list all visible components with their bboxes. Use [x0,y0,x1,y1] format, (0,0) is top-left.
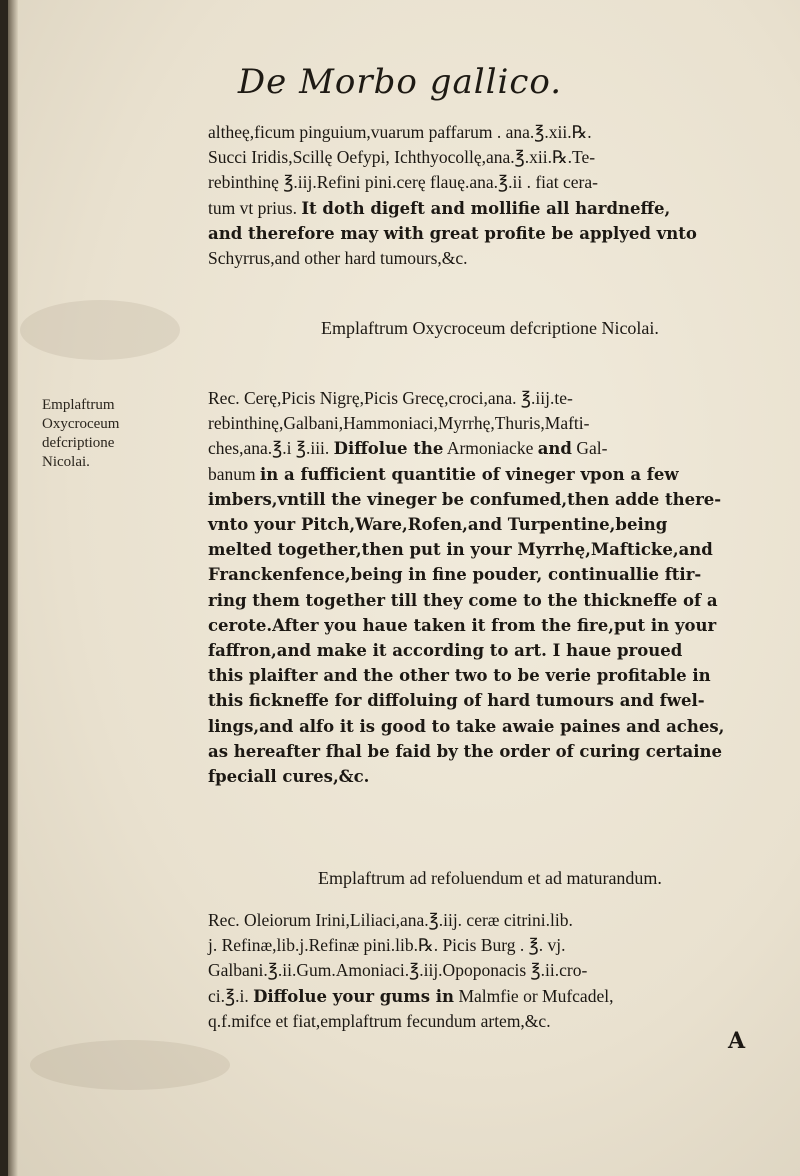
text-line: j. Refinæ,lib.j.Refinæ pini.lib.℞. Picis Burg . ℥. vj. [208,935,566,956]
text-run: ci.℥.i. [208,985,249,1006]
text-run: ches,ana.℥.i ℥.iii. [208,438,330,459]
text-line: Galbani.℥.ii.Gum.Amoniaci.℥.iij.Opoponacis ℥.ii.cro- [208,960,588,981]
text-line [208,436,768,461]
text-line: Rec. Cerę,Picis Nigrę,Picis Grecę,croci,ana. ℥.iij.te- [208,388,573,408]
margin-line: Oxycroceum [42,416,120,432]
text-line: rebinthinę,Galbani,Hammoniaci,Myrrhę,Thuris,Mafti- [208,413,590,434]
text-line [208,196,768,221]
binding-edge [0,0,8,1176]
text-line: Succi Iridis,Scillę Oefypi, Ichthyocollę,ana.℥.xii.℞.Te- [208,147,596,168]
text-line: imbers,vntill the vineger be confumed,then adde there- [208,489,722,509]
recipe-heading: Emplaftrum ad refoluendum et ad maturandum. [318,868,662,888]
margin-line: defcriptione [42,435,115,451]
text-line: Schyrrus,and other hard tumours,&c. [208,248,468,269]
binding-shadow [8,0,18,1176]
text-line: vnto your Pitch,Ware,Rofen,and Turpentine,being [208,515,668,535]
blackletter-run: Diffolue the [333,439,444,459]
recipe-heading: Emplaftrum Oxycroceum defcriptione Nicolai. [321,318,659,338]
text-run: banum [208,463,256,484]
text-line: melted together,then put in your Myrrhę,Mafticke,and [208,540,713,560]
text-line: as hereafter fhal be faid by the order of curing certaine [208,741,723,761]
catchword: A [728,1028,746,1054]
text-line: this fickneffe for diffoluing of hard tumours and fwel- [208,691,705,711]
stain [30,1040,230,1090]
stain [20,300,180,360]
text-line: this plaifter and the other two to be verie profitable in [208,666,711,686]
blackletter-run: in a fufficient quantitie of vineger vpon a few [260,464,679,484]
text-line [208,984,768,1009]
text-run: Armoniacke [446,438,534,459]
running-header: De Morbo gallico. [237,62,563,102]
blackletter-run: It doth digeft and mollifie all hardneffe, [301,198,671,218]
paragraph-2 [208,386,768,789]
text-line: lings,and alfo it is good to take awaie paines and aches, [208,716,725,736]
text-line: fpeciall cures,&c. [208,767,370,787]
text-line: q.f.mifce et fiat,emplaftrum fecundum artem,&c. [208,1010,551,1031]
text-run: Gal- [576,438,608,459]
text-line: altheę,ficum pinguium,vuarum paffarum . ana.℥.xii.℞. [208,122,592,142]
paragraph-3 [208,908,768,1034]
margin-line: Nicolai. [42,454,90,470]
blackletter-run: and [537,439,572,459]
text-line: faffron,and make it according to art. I haue proued [208,641,683,661]
text-line: Rec. Oleiorum Irini,Liliaci,ana.℥.iij. ceræ citrini.lib. [208,910,573,930]
blackletter-run: Diffolue your gums in [253,986,455,1006]
margin-line: Emplaftrum [42,397,115,413]
text-run: tum vt prius. [208,197,297,218]
text-line [208,462,768,487]
text-line: cerote.After you haue taken it from the fire,put in your [208,615,717,635]
text-line: rebinthinę ℥.iij.Refini pini.cerę flauę.ana.℥.ii . fiat cera- [208,172,598,193]
text-run: Malmfie or Mufcadel, [458,985,614,1006]
text-line: and therefore may with great profite be applyed vnto [208,223,697,243]
marginal-note [42,396,202,472]
text-line: ring them together till they come to the thickneffe of a [208,590,718,610]
text-line: Franckenfence,being in fine pouder, continuallie ftir- [208,565,702,585]
paragraph-1 [208,120,768,271]
